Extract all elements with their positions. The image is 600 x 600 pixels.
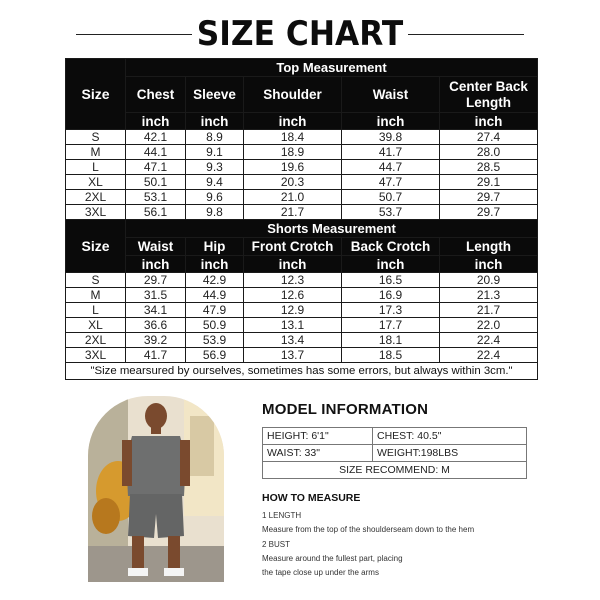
value-cell: 29.1 bbox=[440, 175, 538, 190]
value-cell: 28.0 bbox=[440, 145, 538, 160]
value-cell: 16.5 bbox=[342, 273, 440, 288]
unit-cell: inch bbox=[244, 256, 342, 273]
size-cell: S bbox=[66, 130, 126, 145]
shorts-measurement-rows bbox=[66, 273, 538, 363]
value-cell: 9.3 bbox=[186, 160, 244, 175]
how-to-measure-title: HOW TO MEASURE bbox=[262, 492, 361, 504]
size-cell: 3XL bbox=[66, 348, 126, 363]
shorts-measurement-header: Shorts Measurement bbox=[126, 220, 538, 238]
top-row bbox=[66, 190, 538, 205]
top-measurement-header: Top Measurement bbox=[126, 59, 538, 77]
model-info-table bbox=[262, 427, 527, 479]
top-col-waist: Waist bbox=[342, 77, 440, 113]
value-cell: 18.1 bbox=[342, 333, 440, 348]
step-2-text-2: the tape close up under the arms bbox=[262, 568, 379, 577]
model-waist: WAIST: 33" bbox=[263, 445, 373, 462]
shorts-row bbox=[66, 348, 538, 363]
value-cell: 21.7 bbox=[440, 303, 538, 318]
unit-cell: inch bbox=[440, 256, 538, 273]
value-cell: 42.1 bbox=[126, 130, 186, 145]
top-row bbox=[66, 175, 538, 190]
value-cell: 12.6 bbox=[244, 288, 342, 303]
size-chart-table bbox=[65, 58, 538, 380]
value-cell: 41.7 bbox=[342, 145, 440, 160]
value-cell: 50.1 bbox=[126, 175, 186, 190]
size-cell: 2XL bbox=[66, 333, 126, 348]
value-cell: 21.7 bbox=[244, 205, 342, 220]
step-2-title: 2 BUST bbox=[262, 540, 291, 549]
title-rule-right bbox=[408, 34, 524, 35]
step-2-text-1: Measure around the fullest part, placing bbox=[262, 554, 403, 563]
value-cell: 22.0 bbox=[440, 318, 538, 333]
value-cell: 50.9 bbox=[186, 318, 244, 333]
model-weight: WEIGHT:198LBS bbox=[373, 445, 527, 462]
center-back-line-1: Center Back bbox=[449, 78, 528, 94]
top-measurement-rows bbox=[66, 130, 538, 220]
shorts-col-back-crotch: Back Crotch bbox=[342, 238, 440, 256]
value-cell: 29.7 bbox=[440, 190, 538, 205]
unit-cell: inch bbox=[342, 113, 440, 130]
top-row bbox=[66, 145, 538, 160]
top-col-sleeve: Sleeve bbox=[186, 77, 244, 113]
shorts-col-waist: Waist bbox=[126, 238, 186, 256]
size-cell: L bbox=[66, 160, 126, 175]
top-row bbox=[66, 160, 538, 175]
top-col-shoulder: Shoulder bbox=[244, 77, 342, 113]
value-cell: 31.5 bbox=[126, 288, 186, 303]
top-size-header: Size bbox=[66, 59, 126, 130]
value-cell: 9.8 bbox=[186, 205, 244, 220]
model-chest: CHEST: 40.5" bbox=[373, 428, 527, 445]
shorts-row bbox=[66, 288, 538, 303]
shorts-col-hip: Hip bbox=[186, 238, 244, 256]
value-cell: 18.4 bbox=[244, 130, 342, 145]
value-cell: 47.9 bbox=[186, 303, 244, 318]
value-cell: 21.3 bbox=[440, 288, 538, 303]
size-cell: 3XL bbox=[66, 205, 126, 220]
value-cell: 42.9 bbox=[186, 273, 244, 288]
measurement-note: "Size mearsured by ourselves, sometimes has some errors, but always within 3cm." bbox=[66, 363, 538, 380]
unit-cell: inch bbox=[186, 256, 244, 273]
value-cell: 20.3 bbox=[244, 175, 342, 190]
value-cell: 29.7 bbox=[440, 205, 538, 220]
value-cell: 13.4 bbox=[244, 333, 342, 348]
top-row bbox=[66, 205, 538, 220]
value-cell: 9.1 bbox=[186, 145, 244, 160]
value-cell: 44.7 bbox=[342, 160, 440, 175]
value-cell: 53.1 bbox=[126, 190, 186, 205]
value-cell: 22.4 bbox=[440, 333, 538, 348]
shorts-row bbox=[66, 303, 538, 318]
top-col-center-back-length bbox=[440, 77, 538, 113]
value-cell: 12.3 bbox=[244, 273, 342, 288]
value-cell: 56.1 bbox=[126, 205, 186, 220]
size-cell: M bbox=[66, 288, 126, 303]
value-cell: 36.6 bbox=[126, 318, 186, 333]
title-area bbox=[0, 0, 600, 58]
value-cell: 9.6 bbox=[186, 190, 244, 205]
value-cell: 53.9 bbox=[186, 333, 244, 348]
size-cell: M bbox=[66, 145, 126, 160]
value-cell: 28.5 bbox=[440, 160, 538, 175]
value-cell: 41.7 bbox=[126, 348, 186, 363]
unit-cell: inch bbox=[126, 256, 186, 273]
value-cell: 27.4 bbox=[440, 130, 538, 145]
model-photo-image bbox=[88, 396, 224, 582]
value-cell: 39.8 bbox=[342, 130, 440, 145]
unit-cell: inch bbox=[440, 113, 538, 130]
shorts-row bbox=[66, 318, 538, 333]
value-cell: 21.0 bbox=[244, 190, 342, 205]
value-cell: 12.9 bbox=[244, 303, 342, 318]
step-1-title: 1 LENGTH bbox=[262, 511, 302, 520]
model-size-recommend: SIZE RECOMMEND: M bbox=[263, 462, 527, 479]
value-cell: 17.3 bbox=[342, 303, 440, 318]
unit-cell: inch bbox=[342, 256, 440, 273]
value-cell: 44.1 bbox=[126, 145, 186, 160]
shorts-row bbox=[66, 333, 538, 348]
center-back-line-2: Length bbox=[466, 94, 512, 110]
model-info-title: MODEL INFORMATION bbox=[262, 401, 429, 418]
value-cell: 16.9 bbox=[342, 288, 440, 303]
value-cell: 8.9 bbox=[186, 130, 244, 145]
value-cell: 19.6 bbox=[244, 160, 342, 175]
top-row bbox=[66, 130, 538, 145]
value-cell: 13.1 bbox=[244, 318, 342, 333]
size-cell: XL bbox=[66, 175, 126, 190]
top-col-chest: Chest bbox=[126, 77, 186, 113]
value-cell: 44.9 bbox=[186, 288, 244, 303]
value-cell: 18.5 bbox=[342, 348, 440, 363]
value-cell: 20.9 bbox=[440, 273, 538, 288]
unit-cell: inch bbox=[126, 113, 186, 130]
value-cell: 13.7 bbox=[244, 348, 342, 363]
shorts-col-length: Length bbox=[440, 238, 538, 256]
value-cell: 34.1 bbox=[126, 303, 186, 318]
size-cell: S bbox=[66, 273, 126, 288]
shorts-size-header: Size bbox=[66, 220, 126, 273]
value-cell: 47.1 bbox=[126, 160, 186, 175]
value-cell: 9.4 bbox=[186, 175, 244, 190]
value-cell: 18.9 bbox=[244, 145, 342, 160]
value-cell: 56.9 bbox=[186, 348, 244, 363]
size-cell: 2XL bbox=[66, 190, 126, 205]
shorts-col-front-crotch: Front Crotch bbox=[244, 238, 342, 256]
model-height: HEIGHT: 6'1" bbox=[263, 428, 373, 445]
unit-cell: inch bbox=[244, 113, 342, 130]
size-cell: L bbox=[66, 303, 126, 318]
step-1-text: Measure from the top of the shoulderseam down to the hem bbox=[262, 525, 475, 534]
value-cell: 39.2 bbox=[126, 333, 186, 348]
value-cell: 22.4 bbox=[440, 348, 538, 363]
value-cell: 53.7 bbox=[342, 205, 440, 220]
model-photo bbox=[88, 396, 224, 582]
value-cell: 29.7 bbox=[126, 273, 186, 288]
shorts-row bbox=[66, 273, 538, 288]
unit-cell: inch bbox=[186, 113, 244, 130]
value-cell: 17.7 bbox=[342, 318, 440, 333]
value-cell: 50.7 bbox=[342, 190, 440, 205]
size-cell: XL bbox=[66, 318, 126, 333]
page-title: SIZE CHART bbox=[196, 14, 404, 54]
value-cell: 47.7 bbox=[342, 175, 440, 190]
